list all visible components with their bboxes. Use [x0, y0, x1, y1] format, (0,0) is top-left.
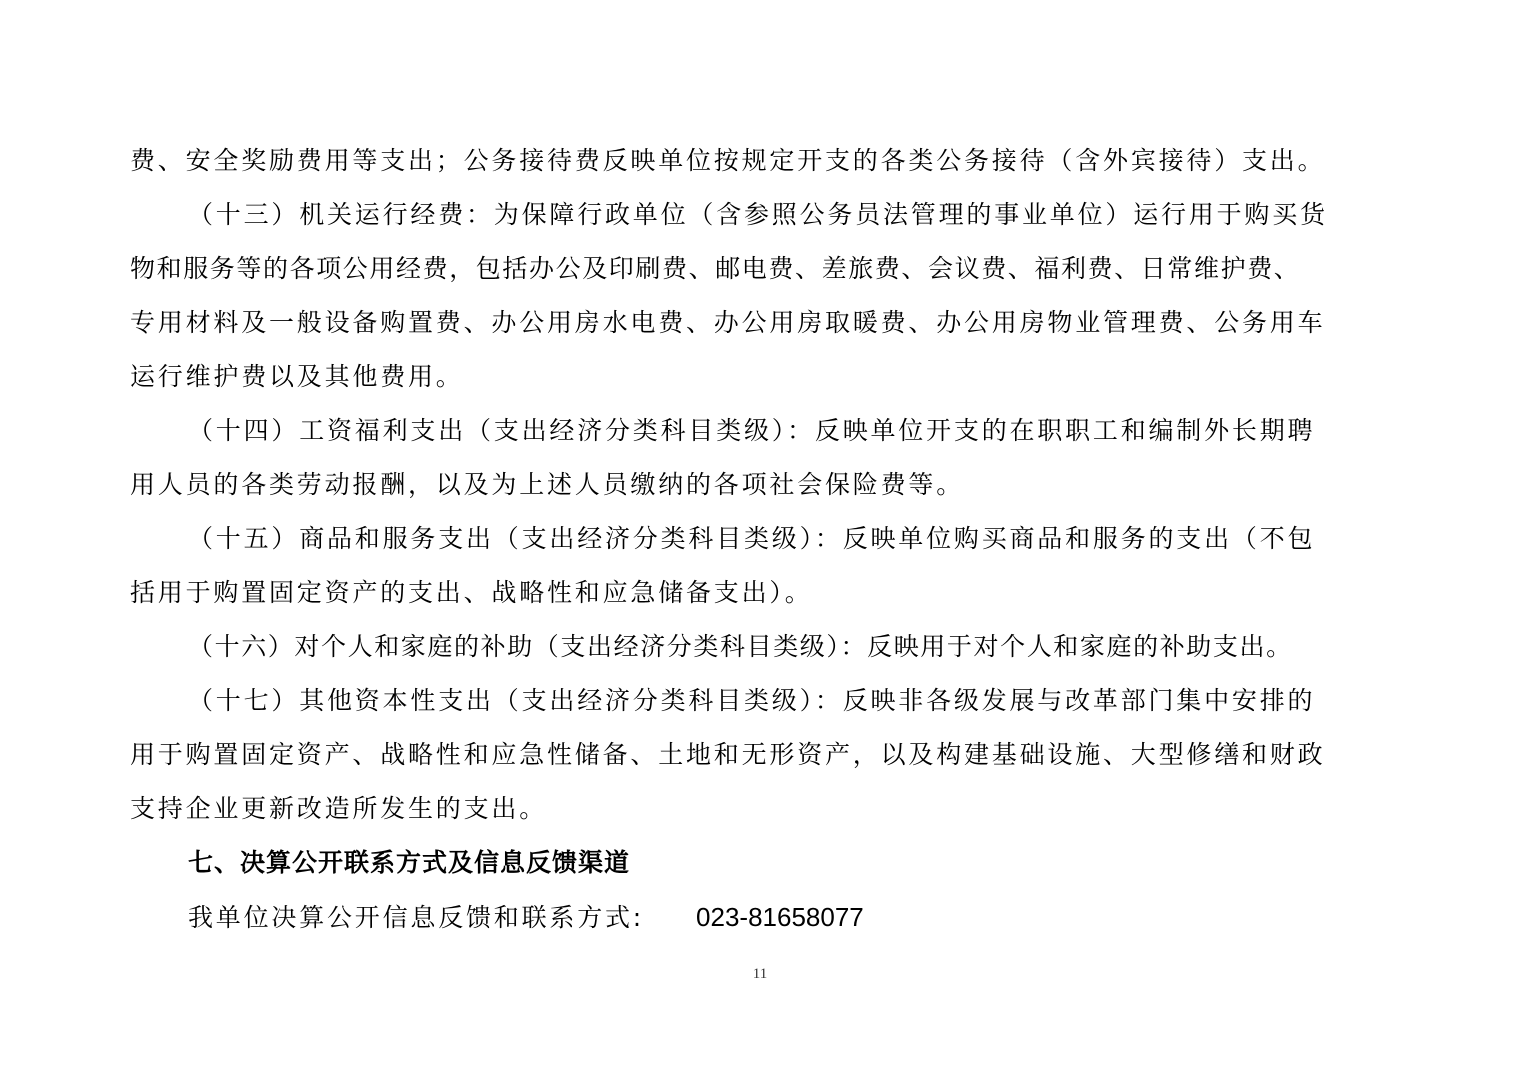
body-text-line: 括用于购置固定资产的支出、战略性和应急储备支出）。 — [130, 578, 813, 607]
body-text-line: 用于购置固定资产、战略性和应急性储备、土地和无形资产，以及构建基础设施、大型修缮和财政 — [130, 740, 1326, 769]
contact-phone: 023-81658077 — [696, 902, 864, 932]
body-text-line: （十七）其他资本性支出（支出经济分类科目类级）：反映非各级发展与改革部门集中安排的 — [188, 686, 1316, 715]
contact-label: 我单位决算公开信息反馈和联系方式: — [188, 903, 645, 932]
body-text-line: 运行维护费以及其他费用。 — [130, 362, 464, 391]
body-text-line: 专用材料及一般设备购置费、办公用房水电费、办公用房取暖费、办公用房物业管理费、公务用车 — [130, 308, 1326, 337]
page-number: 11 — [752, 966, 768, 982]
contact-line — [188, 902, 864, 933]
body-text-line: （十四）工资福利支出（支出经济分类科目类级）：反映单位开支的在职职工和编制外长期聘 — [188, 416, 1316, 445]
body-text-line: （十三）机关运行经费：为保障行政单位（含参照公务员法管理的事业单位）运行用于购买货 — [188, 200, 1328, 229]
body-text-line: 支持企业更新改造所发生的支出。 — [130, 794, 548, 823]
body-text-line: （十六）对个人和家庭的补助（支出经济分类科目类级）：反映用于对个人和家庭的补助支出。 — [188, 632, 1293, 661]
section-heading: 七、决算公开联系方式及信息反馈渠道 — [188, 848, 631, 877]
body-text-line: 用人员的各类劳动报酬，以及为上述人员缴纳的各项社会保险费等。 — [130, 470, 965, 499]
body-text-line: 物和服务等的各项公用经费，包括办公及印刷费、邮电费、差旅费、会议费、福利费、日常维护费、 — [130, 254, 1301, 283]
body-text-line: （十五）商品和服务支出（支出经济分类科目类级）：反映单位购买商品和服务的支出（不包 — [188, 524, 1316, 553]
body-text-line: 费、安全奖励费用等支出；公务接待费反映单位按规定开支的各类公务接待（含外宾接待）支出。 — [130, 146, 1326, 175]
